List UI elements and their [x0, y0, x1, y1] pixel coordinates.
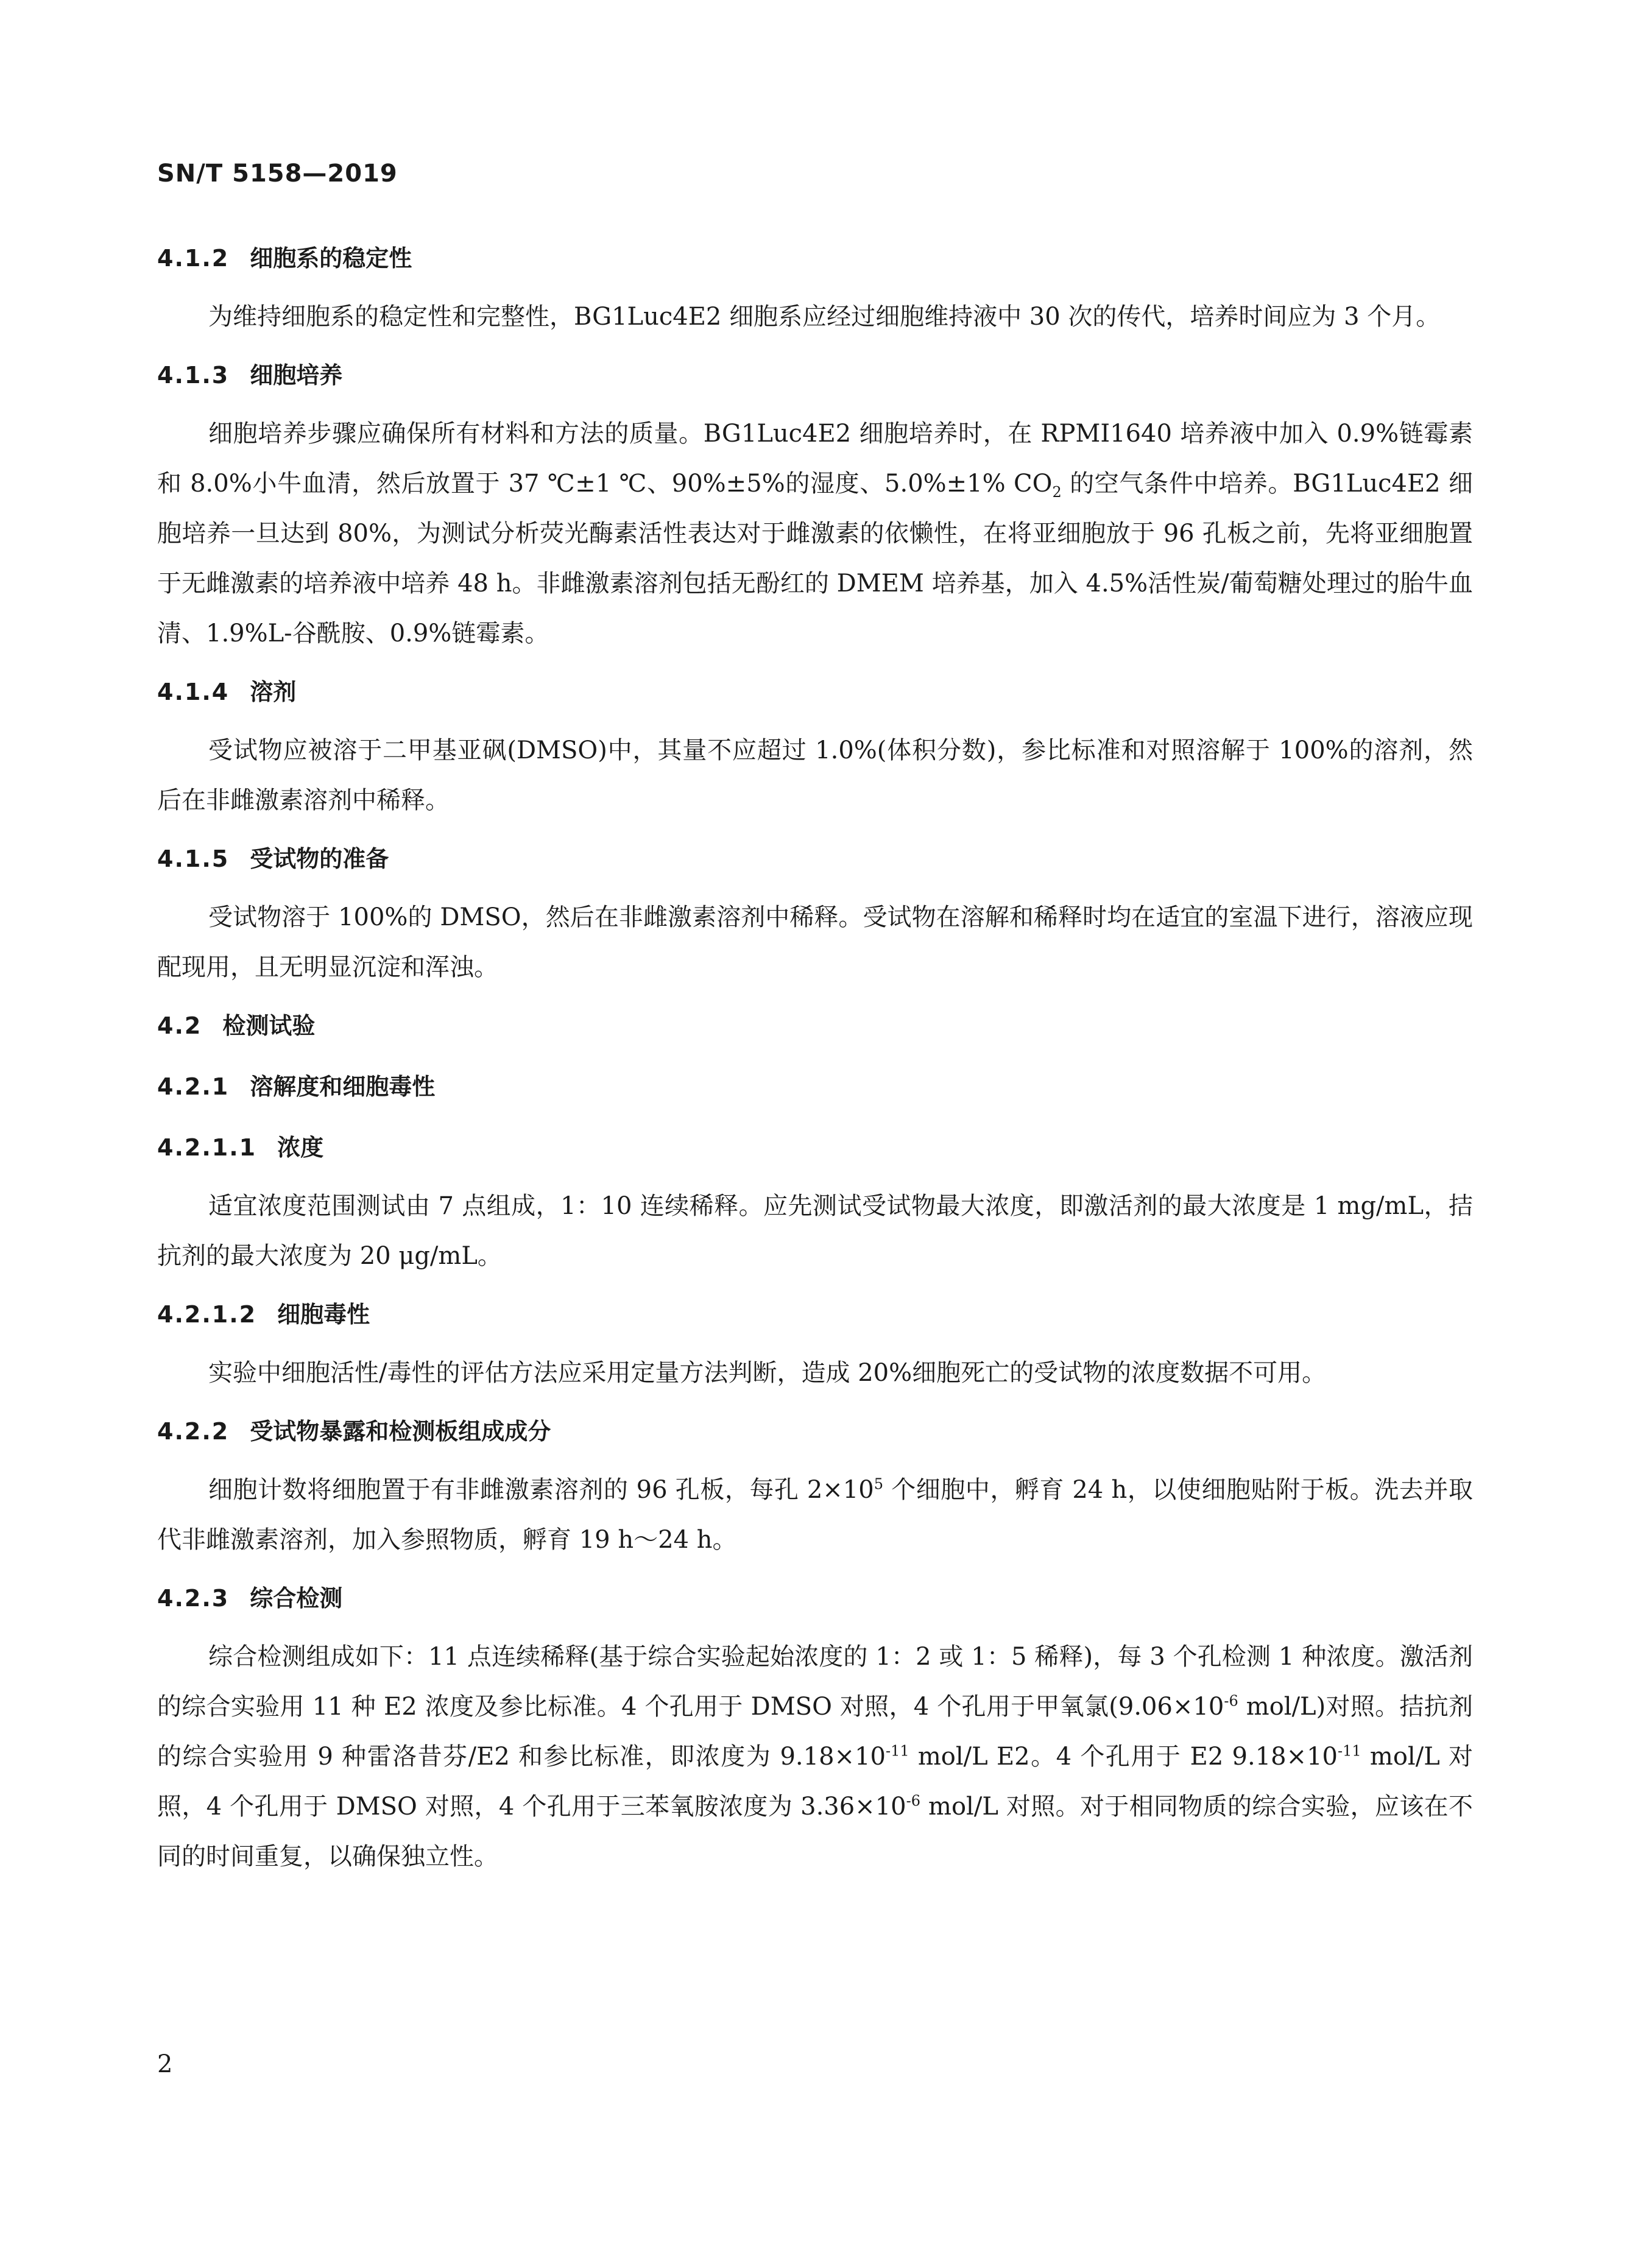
section-title: 细胞系的稳定性: [250, 245, 412, 272]
section-title: 检测试验: [222, 1012, 316, 1039]
paragraph-4-2-1-2: 实验中细胞活性/毒性的评估方法应采用定量方法判断，造成 20%细胞死亡的受试物的浓度数据不可用。: [208, 1359, 1327, 1387]
section-heading-4-2-1: [157, 1075, 1473, 1098]
section-number: 4.1.4: [157, 679, 230, 705]
section-number: 4.2.2: [157, 1418, 230, 1445]
section-heading-4-1-2: [157, 247, 1473, 270]
paragraph-4-2-3: 综合检测组成如下：11 点连续稀释(基于综合实验起始浓度的 1：2 或 1：5 稀释)，每 3 个孔检测 1 种浓度。激活剂的综合实验用 11 种 E2 浓度及参比标准。4 个孔用于 DMSO 对照，4 个孔用于甲氧氯($9.06\times 10^{-6}$ mol/L)对照。拮抗剂的综合实验用 9 种雷洛昔芬/E2 和参比标准，即浓度为 $9.18\times 10^{-11}$ mol/L E2。4 个孔用于 E2 $9.18\times 10^{-11}$ mol/L 对照，4 个孔用于 DMSO 对照，4 个孔用于三苯氧胺浓度为 $3.36\times 10^{-6}$ mol/L 对照。对于相同物质的综合实验，应该在不同的时间重复，以确保独立性。: [157, 1643, 1473, 1871]
paragraph-4-1-5: 受试物溶于 100%的 DMSO，然后在非雌激素溶剂中稀释。受试物在溶解和稀释时均在适宜的室温下进行，溶液应现配现用，且无明显沉淀和浑浊。: [157, 903, 1473, 981]
paragraph-4-1-3: 细胞培养步骤应确保所有材料和方法的质量。BG1Luc4E2 细胞培养时，在 RPMI1640 培养液中加入 0.9%链霉素和 8.0%小牛血清，然后放置于 37 ℃±1 ℃、90%±5%的湿度、5.0%±1% $CO_2$ 的空气条件中培养。BG1Luc4E2 细胞培养一旦达到 80%，为测试分析荧光酶素活性表达对于雌激素的依懒性，在将亚细胞放于 96 孔板之前，先将亚细胞置于无雌激素的培养液中培养 48 h。非雌激素溶剂包括无酚红的 DMEM 培养基，加入 4.5%活性炭/葡萄糖处理过的胎牛血清、1.9%L-谷酰胺、0.9%链霉素。: [157, 420, 1473, 647]
section-number: 4.2.3: [157, 1585, 230, 1612]
section-heading-4-1-3: [157, 364, 1473, 387]
section-title: 细胞培养: [250, 362, 343, 389]
section-heading-4-2-1-1: [157, 1136, 1473, 1159]
section-heading-4-1-5: [157, 847, 1473, 870]
section-number: 4.2: [157, 1012, 202, 1039]
section-title: 综合检测: [250, 1585, 343, 1612]
section-number: 4.2.1.2: [157, 1301, 257, 1328]
section-number: 4.1.3: [157, 362, 230, 389]
section-number: 4.1.2: [157, 245, 230, 272]
section-heading-4-1-4: [157, 680, 1473, 704]
section-heading-4-2-2: [157, 1420, 1473, 1443]
section-title: 溶解度和细胞毒性: [250, 1073, 436, 1100]
document-code: SN/T 5158—2019: [157, 160, 398, 188]
page-number: 2: [157, 2050, 173, 2078]
section-heading-4-2: [157, 1014, 1473, 1037]
section-title: 浓度: [277, 1134, 324, 1161]
section-number: 4.2.1: [157, 1073, 230, 1100]
paragraph-4-1-4: 受试物应被溶于二甲基亚砜(DMSO)中，其量不应超过 1.0%(体积分数)，参比标准和对照溶解于 100%的溶剂，然后在非雌激素溶剂中稀释。: [157, 736, 1473, 814]
section-heading-4-2-3: [157, 1587, 1473, 1610]
section-heading-4-2-1-2: [157, 1303, 1473, 1326]
section-title: 受试物的准备: [250, 845, 389, 872]
section-title: 细胞毒性: [277, 1301, 370, 1328]
paragraph-4-2-2: 细胞计数将细胞置于有非雌激素溶剂的 96 孔板，每孔 $2\times 10^5$ 个细胞中，孵育 24 h，以使细胞贴附于板。洗去并取代非雌激素溶剂，加入参照物质，孵育 19 h～24 h。: [157, 1475, 1473, 1554]
section-title: 溶剂: [250, 679, 297, 705]
document-body: [157, 247, 1473, 1882]
paragraph-4-2-1-1: 适宜浓度范围测试由 7 点组成，1：10 连续稀释。应先测试受试物最大浓度，即激活剂的最大浓度是 1 mg/mL，拮抗剂的最大浓度为 20 μg/mL。: [157, 1192, 1473, 1270]
section-number: 4.1.5: [157, 845, 230, 872]
paragraph-4-1-2: 为维持细胞系的稳定性和完整性，BG1Luc4E2 细胞系应经过细胞维持液中 30 次的传代，培养时间应为 3 个月。: [208, 303, 1441, 331]
section-number: 4.2.1.1: [157, 1134, 257, 1161]
section-title: 受试物暴露和检测板组成成分: [250, 1418, 551, 1445]
